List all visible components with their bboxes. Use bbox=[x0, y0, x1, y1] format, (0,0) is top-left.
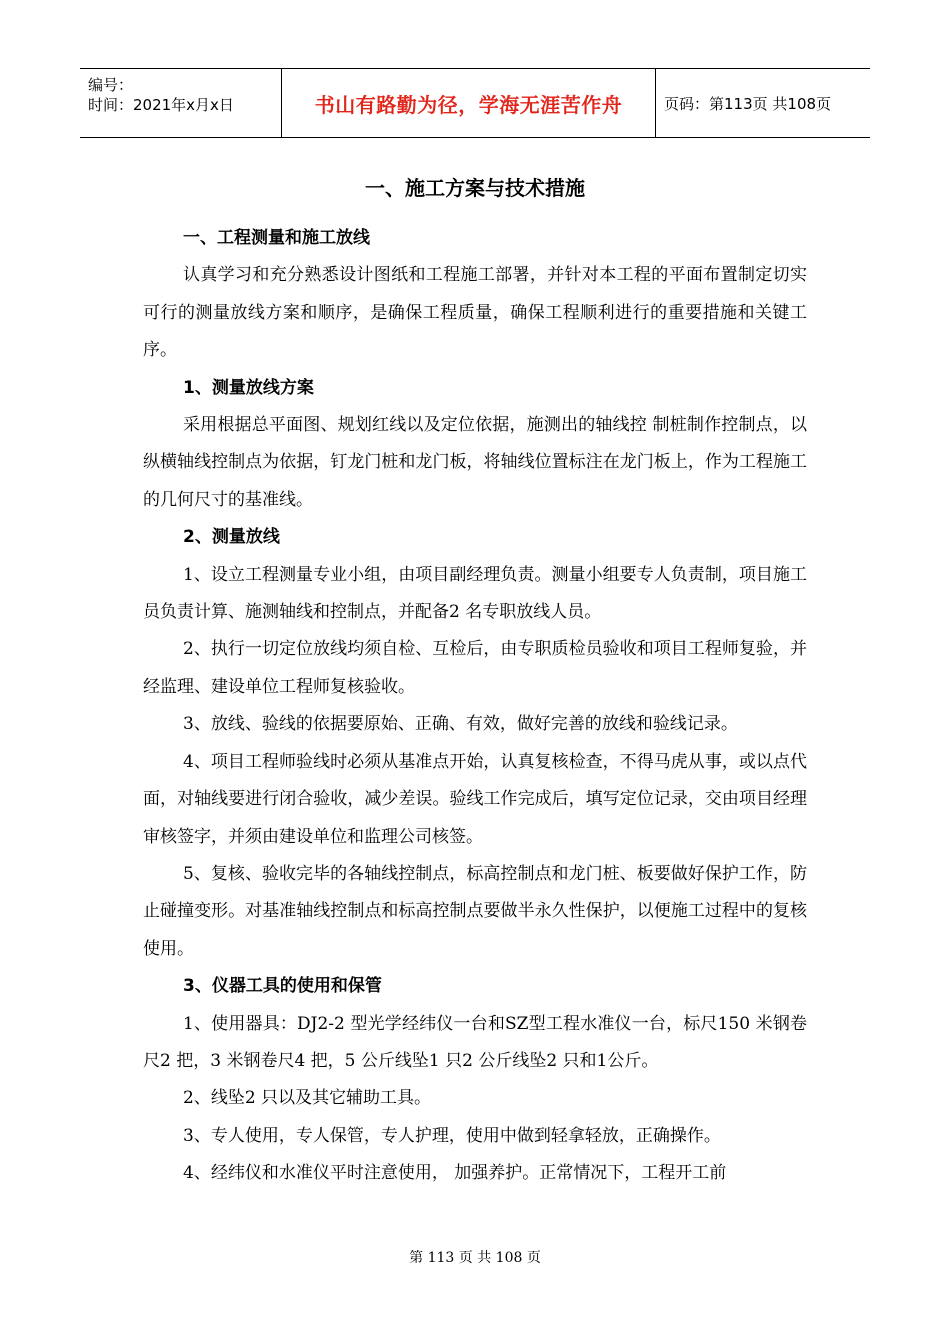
paragraph: 4、经纬仪和水准仪平时注意使用， 加强养护。正常情况下，工程开工前 bbox=[183, 1163, 727, 1184]
paragraph: 1、设立工程测量专业小组，由项目副经理负责。测量小组要专人负责制，项目施工员负责计算、施测轴线和控制点，并配备2 名专职放线人员。 bbox=[143, 564, 807, 623]
header-motto-cell bbox=[282, 69, 656, 137]
paragraph: 2、执行一切定位放线均须自检、互检后，由专职质检员验收和项目工程师复验，并经监理、建设单位工程师复核验收。 bbox=[143, 639, 807, 697]
paragraph: 2、线坠2 只以及其它辅助工具。 bbox=[183, 1088, 432, 1109]
header-meta bbox=[80, 69, 282, 137]
subsection-heading: 3、仪器工具的使用和保管 bbox=[183, 976, 382, 997]
paragraph: 5、复核、验收完毕的各轴线控制点，标高控制点和龙门桩、板要做好保护工作，防止碰撞变形。对基准轴线控制点和标高控制点要做半永久性保护，以便施工过程中的复核使用。 bbox=[143, 863, 807, 959]
header-code-label: 编号： bbox=[88, 76, 134, 94]
subsection-heading: 1、测量放线方案 bbox=[183, 377, 314, 398]
header-page-info: 页码：第113页 共108页 bbox=[664, 94, 832, 113]
document-body bbox=[143, 220, 807, 1193]
paragraph: 1、使用器具：DJ2-2 型光学经纬仪一台和SZ型工程水准仪一台，标尺150 米钢卷尺2 把，3 米钢卷尺4 把，5 公斤线坠1 只2 公斤线坠2 只和1公斤。 bbox=[143, 1013, 807, 1071]
page-footer: 第 113 页 共 108 页 bbox=[409, 1250, 541, 1266]
header-page-info-cell bbox=[656, 69, 870, 137]
subsection-heading: 2、测量放线 bbox=[183, 527, 280, 548]
paragraph: 3、放线、验线的依据要原始、正确、有效，做好完善的放线和验线记录。 bbox=[183, 714, 738, 735]
paragraph: 采用根据总平面图、规划红线以及定位依据，施测出的轴线控 制桩制作控制点，以纵横轴线控制点为依据，钉龙门桩和龙门板，将轴线位置标注在龙门板上，作为工程施工的几何尺寸的基准线。 bbox=[143, 415, 807, 510]
paragraph: 4、项目工程师验线时必须从基准点开始，认真复核检查，不得马虎从事，或以点代面，对轴线要进行闭合验收，减少差误。验线工作完成后，填写定位记录，交由项目经理审核签字，并须由建设单位和监理公司核签。 bbox=[143, 751, 807, 847]
document-title: 一、施工方案与技术措施 bbox=[365, 176, 585, 200]
header-date: 时间：2021年x月x日 bbox=[88, 96, 234, 114]
paragraph: 认真学习和充分熟悉设计图纸和工程施工部署，并针对本工程的平面布置制定切实可行的测量放线方案和顺序，是确保工程质量，确保工程顺利进行的重要措施和关键工序。 bbox=[143, 265, 807, 361]
page-header bbox=[80, 68, 870, 138]
header-motto: 书山有路勤为径，学海无涯苦作舟 bbox=[314, 92, 623, 117]
section-heading: 一、工程测量和施工放线 bbox=[183, 228, 370, 248]
paragraph: 3、专人使用，专人保管，专人护理，使用中做到轻拿轻放，正确操作。 bbox=[183, 1125, 721, 1146]
